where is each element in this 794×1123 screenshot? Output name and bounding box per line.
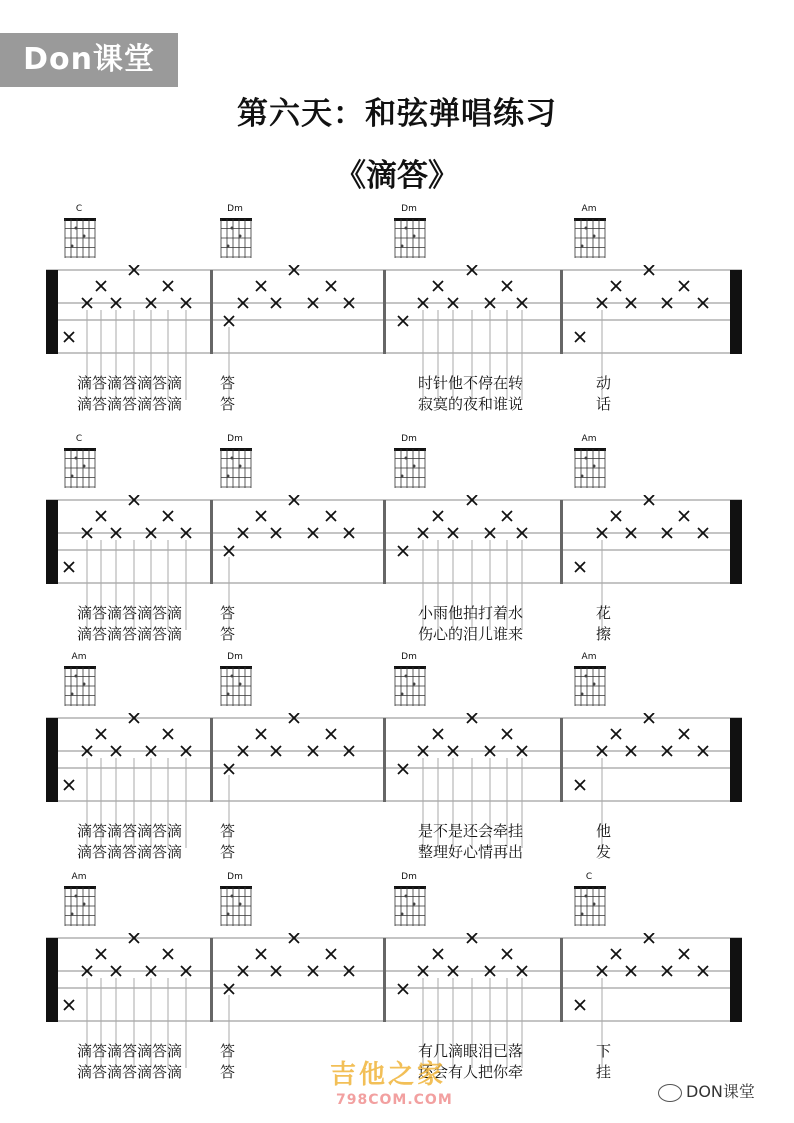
chord-grid-icon — [62, 884, 98, 928]
lyric-2: 话 — [596, 395, 612, 413]
wechat-label — [658, 1079, 755, 1102]
chord-diagram — [62, 652, 102, 712]
lyric-2: 滴答滴答滴答滴 — [77, 843, 183, 861]
lyric-2: 还会有人把你牵 — [418, 1063, 524, 1081]
lyric-1: 滴答滴答滴答滴 — [77, 374, 183, 392]
lyric-1: 他 — [596, 822, 612, 840]
lyric-1: 下 — [596, 1042, 612, 1060]
chord-name: Dm — [227, 872, 243, 882]
chord-diagram — [572, 434, 612, 494]
lyric-1: 是不是还会牵挂 — [418, 822, 524, 840]
staff-row — [0, 200, 794, 430]
chord-name: Am — [71, 652, 87, 662]
lyric-2: 擦 — [596, 625, 612, 643]
chord-name: Dm — [401, 872, 417, 882]
brand-badge: Don课堂 — [0, 33, 178, 87]
chord-diagram — [392, 434, 432, 494]
chord-diagram — [218, 872, 258, 932]
lyric-2: 挂 — [596, 1063, 612, 1081]
chord-grid-icon — [62, 216, 98, 260]
watermark-text: 吉他之家 — [330, 1060, 447, 1090]
chord-grid-icon — [62, 664, 98, 708]
chord-diagram — [62, 204, 102, 264]
lyric-1: 答 — [220, 822, 236, 840]
chord-grid-icon — [392, 216, 428, 260]
lyric-1: 有几滴眼泪已落 — [418, 1042, 524, 1060]
chord-diagram — [392, 872, 432, 932]
lyric-1: 答 — [220, 1042, 236, 1060]
chord-grid-icon — [572, 446, 608, 490]
lyric-1: 滴答滴答滴答滴 — [77, 1042, 183, 1060]
watermark-url: 798COM.COM — [336, 1092, 453, 1108]
lyric-2: 发 — [596, 843, 612, 861]
chord-grid-icon — [62, 446, 98, 490]
chord-grid-icon — [392, 446, 428, 490]
lyric-2: 滴答滴答滴答滴 — [77, 625, 183, 643]
chord-name: Dm — [227, 204, 243, 214]
lyric-1: 答 — [220, 604, 236, 622]
lyric-1: 花 — [596, 604, 612, 622]
chord-name: Am — [71, 872, 87, 882]
wechat-name: DON课堂 — [686, 1082, 755, 1101]
page-title: 第六天：和弦弹唱练习 — [237, 96, 557, 132]
lyric-1: 滴答滴答滴答滴 — [77, 604, 183, 622]
chord-grid-icon — [218, 884, 254, 928]
chord-grid-icon — [218, 216, 254, 260]
lyric-2: 整理好心情再出 — [418, 843, 524, 861]
chord-grid-icon — [572, 664, 608, 708]
staff-row — [0, 648, 794, 878]
lyric-2: 伤心的泪儿谁来 — [418, 625, 524, 643]
chord-name: Dm — [401, 652, 417, 662]
lyric-2: 答 — [220, 625, 236, 643]
lyric-2: 寂寞的夜和谁说 — [418, 395, 524, 413]
lyric-2: 滴答滴答滴答滴 — [77, 395, 183, 413]
lyric-1: 时针他不停在转 — [418, 374, 524, 392]
chord-name: C — [75, 204, 83, 214]
chord-name: Dm — [227, 652, 243, 662]
chord-diagram — [62, 434, 102, 494]
chord-name: Am — [581, 434, 597, 444]
lyric-2: 滴答滴答滴答滴 — [77, 1063, 183, 1081]
chord-diagram — [62, 872, 102, 932]
song-title: 《滴答》 — [335, 158, 459, 194]
chord-diagram — [392, 652, 432, 712]
lyric-1: 动 — [596, 374, 612, 392]
chord-grid-icon — [392, 664, 428, 708]
chord-grid-icon — [572, 216, 608, 260]
chord-diagram — [572, 872, 612, 932]
chord-diagram — [572, 204, 612, 264]
wechat-icon — [658, 1084, 682, 1102]
chord-diagram — [218, 652, 258, 712]
chord-grid-icon — [572, 884, 608, 928]
chord-diagram — [572, 652, 612, 712]
chord-name: C — [75, 434, 83, 444]
chord-grid-icon — [218, 446, 254, 490]
chord-name: Am — [581, 652, 597, 662]
chord-grid-icon — [218, 664, 254, 708]
lyric-2: 答 — [220, 395, 236, 413]
lyric-1: 答 — [220, 374, 236, 392]
chord-name: Dm — [401, 434, 417, 444]
lyric-2: 答 — [220, 843, 236, 861]
lyric-1: 小雨他拍打着水 — [418, 604, 524, 622]
chord-diagram — [218, 434, 258, 494]
chord-name: Dm — [227, 434, 243, 444]
lyric-2: 答 — [220, 1063, 236, 1081]
chord-diagram — [218, 204, 258, 264]
chord-name: Dm — [401, 204, 417, 214]
lyric-1: 滴答滴答滴答滴 — [77, 822, 183, 840]
chord-diagram — [392, 204, 432, 264]
chord-grid-icon — [392, 884, 428, 928]
staff-row — [0, 430, 794, 660]
chord-name: C — [585, 872, 593, 882]
chord-name: Am — [581, 204, 597, 214]
